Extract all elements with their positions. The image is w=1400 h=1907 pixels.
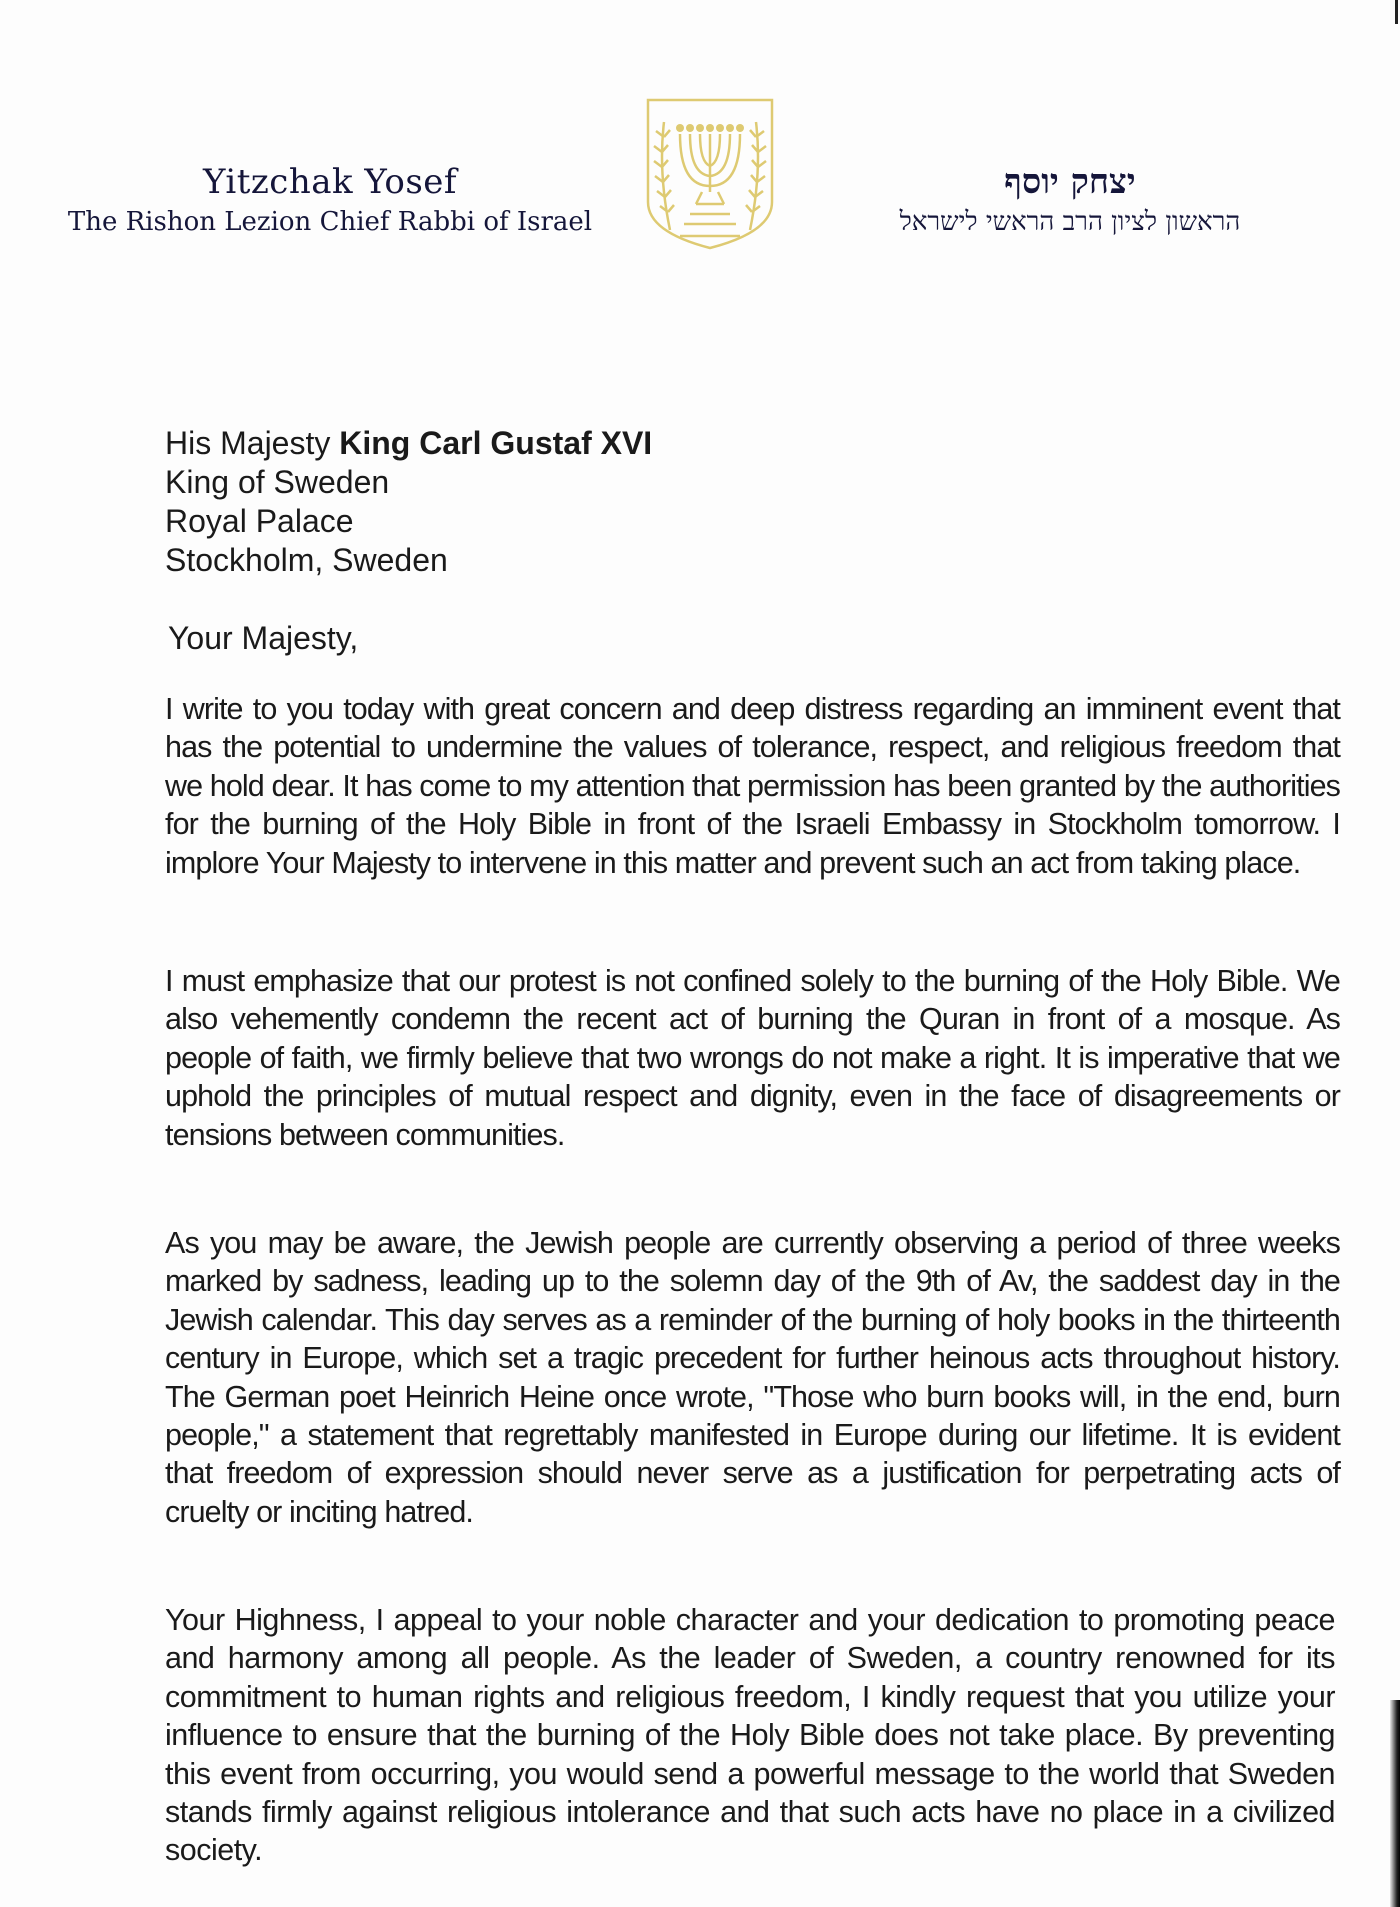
state-of-israel-emblem-menorah-icon: [640, 92, 780, 252]
address-line: Stockholm, Sweden: [165, 542, 448, 578]
letterhead-title: The Rishon Lezion Chief Rabbi of Israel: [67, 207, 593, 237]
body-paragraph: As you may be aware, the Jewish people are currently observing a period of three weeks marked by sadness, leading up to the solemn day of the 9th of Av, the saddest day in the Jewish calendar. This day serves as a reminder of the burning of holy books in the thirteenth century in Europe, which set a tragic precedent for further heinous acts throughout history. The German poet Heinrich Heine once wrote, "Those who burn books will, in the end, burn people," a statement that regrettably manifested in Europe during our lifetime. It is evident that freedom of expression should never serve as a justification for perpetrating acts of cruelty or inciting hatred.: [165, 1226, 1340, 1529]
body-paragraph: Your Highness, I appeal to your noble character and your dedication to promoting peace and harmony among all people. As the leader of Sweden, a country renowned for its commitment to human rights and religious freedom, I kindly request that you utilize your influence to ensure that the burning of the Holy Bible does not take place. By preventing this event from occurring, you would send a powerful message to the world that Sweden stands firmly against religious intolerance and that such acts have no place in a civilized society.: [165, 1603, 1335, 1868]
letterhead-name: Yitzchak Yosef: [202, 162, 458, 202]
recipient-prefix: His Majesty: [165, 425, 340, 461]
address-line: Royal Palace: [165, 503, 354, 539]
body-paragraph: I must emphasize that our protest is not confined solely to the burning of the Holy Bible. We also vehemently condemn the recent act of burning the Quran in front of a mosque. As people of faith, we firmly believe that two wrongs do not make a right. It is imperative that we uphold the principles of mutual respect and dignity, even in the face of disagreements or tensions between communities.: [165, 964, 1340, 1152]
address-line: King of Sweden: [165, 464, 390, 500]
body-paragraph: I write to you today with great concern and deep distress regarding an imminent event that has the potential to undermine the values of tolerance, respect, and religious freedom that we hold dear. It has come to my attention that permission has been granted by the authorities for the burning of the Holy Bible in front of the Israeli Embassy in Stockholm tomorrow. I implore Your Majesty to intervene in this matter and prevent such an act from taking place.: [165, 692, 1340, 880]
letterhead-hebrew-name: יצחק יוסף: [1004, 162, 1136, 202]
letterhead-hebrew: [820, 160, 1320, 240]
recipient-name: King Carl Gustaf XVI: [339, 425, 653, 461]
letterhead-english: [60, 160, 600, 240]
recipient-address: [165, 424, 652, 580]
salutation: Your Majesty,: [168, 620, 359, 656]
scan-edge-mark: [1395, 0, 1398, 24]
scan-page-edge-shadow: [1390, 1700, 1400, 1907]
letterhead-hebrew-title: הראשון לציון הרב הראשי לישראל: [899, 207, 1241, 237]
recipient-name-line: [165, 424, 652, 463]
